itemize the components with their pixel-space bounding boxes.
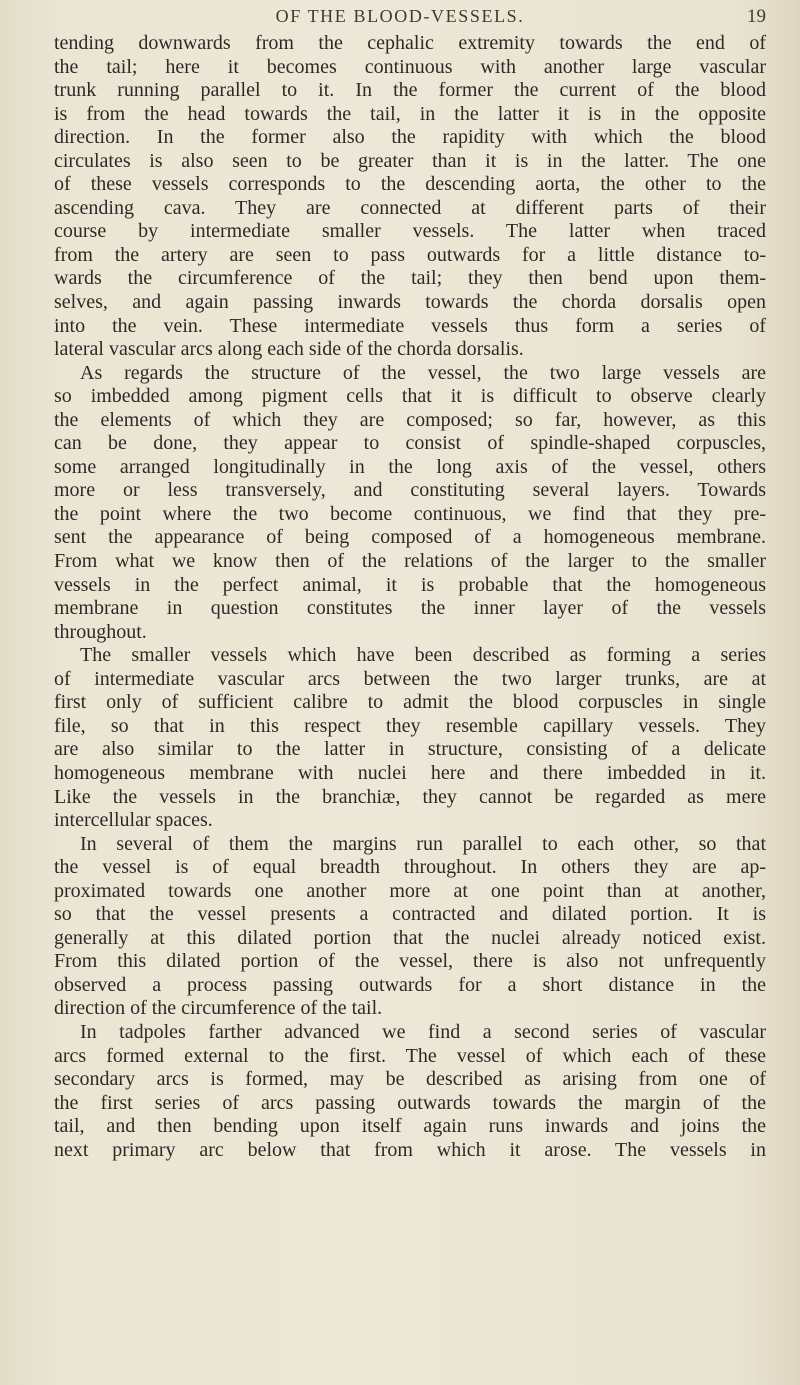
text-line: lateral vascular arcs along each side of the chorda dorsalis. xyxy=(54,338,524,361)
text-line: file, so that in this respect they resemble capillary vessels. They xyxy=(54,714,766,737)
text-line: first only of sufficient calibre to admit the blood corpuscles in single xyxy=(54,691,766,714)
text-line: the first series of arcs passing outwards towards the margin of the xyxy=(54,1091,766,1114)
text-line: of intermediate vascular arcs between the two larger trunks, are at xyxy=(54,667,766,690)
text-line: arcs formed external to the first. The vessel of which each of these xyxy=(54,1044,766,1067)
text-line: from the artery are seen to pass outwards for a little distance to- xyxy=(54,243,766,266)
text-line: of these vessels corresponds to the descending aorta, the other to the xyxy=(54,173,766,196)
text-line: so imbedded among pigment cells that it is difficult to observe clearly xyxy=(54,385,766,408)
text-line: some arranged longitudinally in the long axis of the vessel, others xyxy=(54,455,766,478)
text-line: ascending cava. They are connected at different parts of their xyxy=(54,196,766,219)
text-line: vessels in the perfect animal, it is probable that the homogeneous xyxy=(54,573,766,596)
text-line: homogeneous membrane with nuclei here and there imbedded in it. xyxy=(54,761,766,784)
text-line: circulates is also seen to be greater than it is in the latter. The one xyxy=(54,149,766,172)
text-line: trunk running parallel to it. In the former the current of the blood xyxy=(54,79,766,102)
text-line: In tadpoles farther advanced we find a second series of vascular xyxy=(80,1020,766,1043)
text-line: are also similar to the latter in structure, consisting of a delicate xyxy=(54,738,766,761)
text-line: tending downwards from the cephalic extremity towards the end of xyxy=(54,32,766,54)
text-line: selves, and again passing inwards towards the chorda dorsalis open xyxy=(54,291,766,314)
text-line: next primary arc below that from which it arose. The vessels in xyxy=(54,1138,766,1161)
text-line: intercellular spaces. xyxy=(54,809,213,832)
text-line: course by intermediate smaller vessels. The latter when traced xyxy=(54,220,766,243)
text-line: In several of them the margins run parallel to each other, so that xyxy=(80,832,766,855)
text-line: From this dilated portion of the vessel, there is also not unfrequently xyxy=(54,950,766,973)
text-line: the point where the two become continuous, we find that they pre- xyxy=(54,502,766,525)
text-line: into the vein. These intermediate vessels thus form a series of xyxy=(54,314,766,337)
text-line: can be done, they appear to consist of spindle-shaped corpuscles, xyxy=(54,432,766,455)
text-line: the tail; here it becomes continuous with another large vascular xyxy=(54,55,766,78)
text-line: From what we know then of the relations of the larger to the smaller xyxy=(54,550,766,573)
text-line: direction. In the former also the rapidity with which the blood xyxy=(54,126,766,149)
text-line: throughout. xyxy=(54,620,147,643)
text-line: more or less transversely, and constituting several layers. Towards xyxy=(54,479,766,502)
text-line: is from the head towards the tail, in the latter it is in the opposite xyxy=(54,102,766,125)
text-line: direction of the circumference of the tail. xyxy=(54,997,383,1020)
text-line: the vessel is of equal breadth throughout. In others they are ap- xyxy=(54,856,766,879)
body-text xyxy=(54,32,766,1162)
text-line: generally at this dilated portion that the nuclei already noticed exist. xyxy=(54,926,766,949)
text-line: membrane in question constitutes the inner layer of the vessels xyxy=(54,597,766,620)
page-number: 19 xyxy=(747,6,766,27)
text-line: secondary arcs is formed, may be described as arising from one of xyxy=(54,1068,766,1091)
text-line: wards the circumference of the tail; they then bend upon them- xyxy=(54,267,766,290)
text-line: The smaller vessels which have been described as forming a series xyxy=(80,644,766,667)
text-line: proximated towards one another more at one point than at another, xyxy=(54,879,766,902)
text-line: As regards the structure of the vessel, the two large vessels are xyxy=(80,361,766,384)
text-line: Like the vessels in the branchiæ, they cannot be regarded as mere xyxy=(54,785,766,808)
text-line: sent the appearance of being composed of a homogeneous membrane. xyxy=(54,526,766,549)
text-line: the elements of which they are composed; so far, however, as this xyxy=(54,408,766,431)
text-line: so that the vessel presents a contracted and dilated portion. It is xyxy=(54,903,766,926)
text-line: tail, and then bending upon itself again runs inwards and joins the xyxy=(54,1115,766,1138)
running-title: OF THE BLOOD-VESSELS. xyxy=(275,6,525,26)
text-line: observed a process passing outwards for a short distance in the xyxy=(54,973,766,996)
